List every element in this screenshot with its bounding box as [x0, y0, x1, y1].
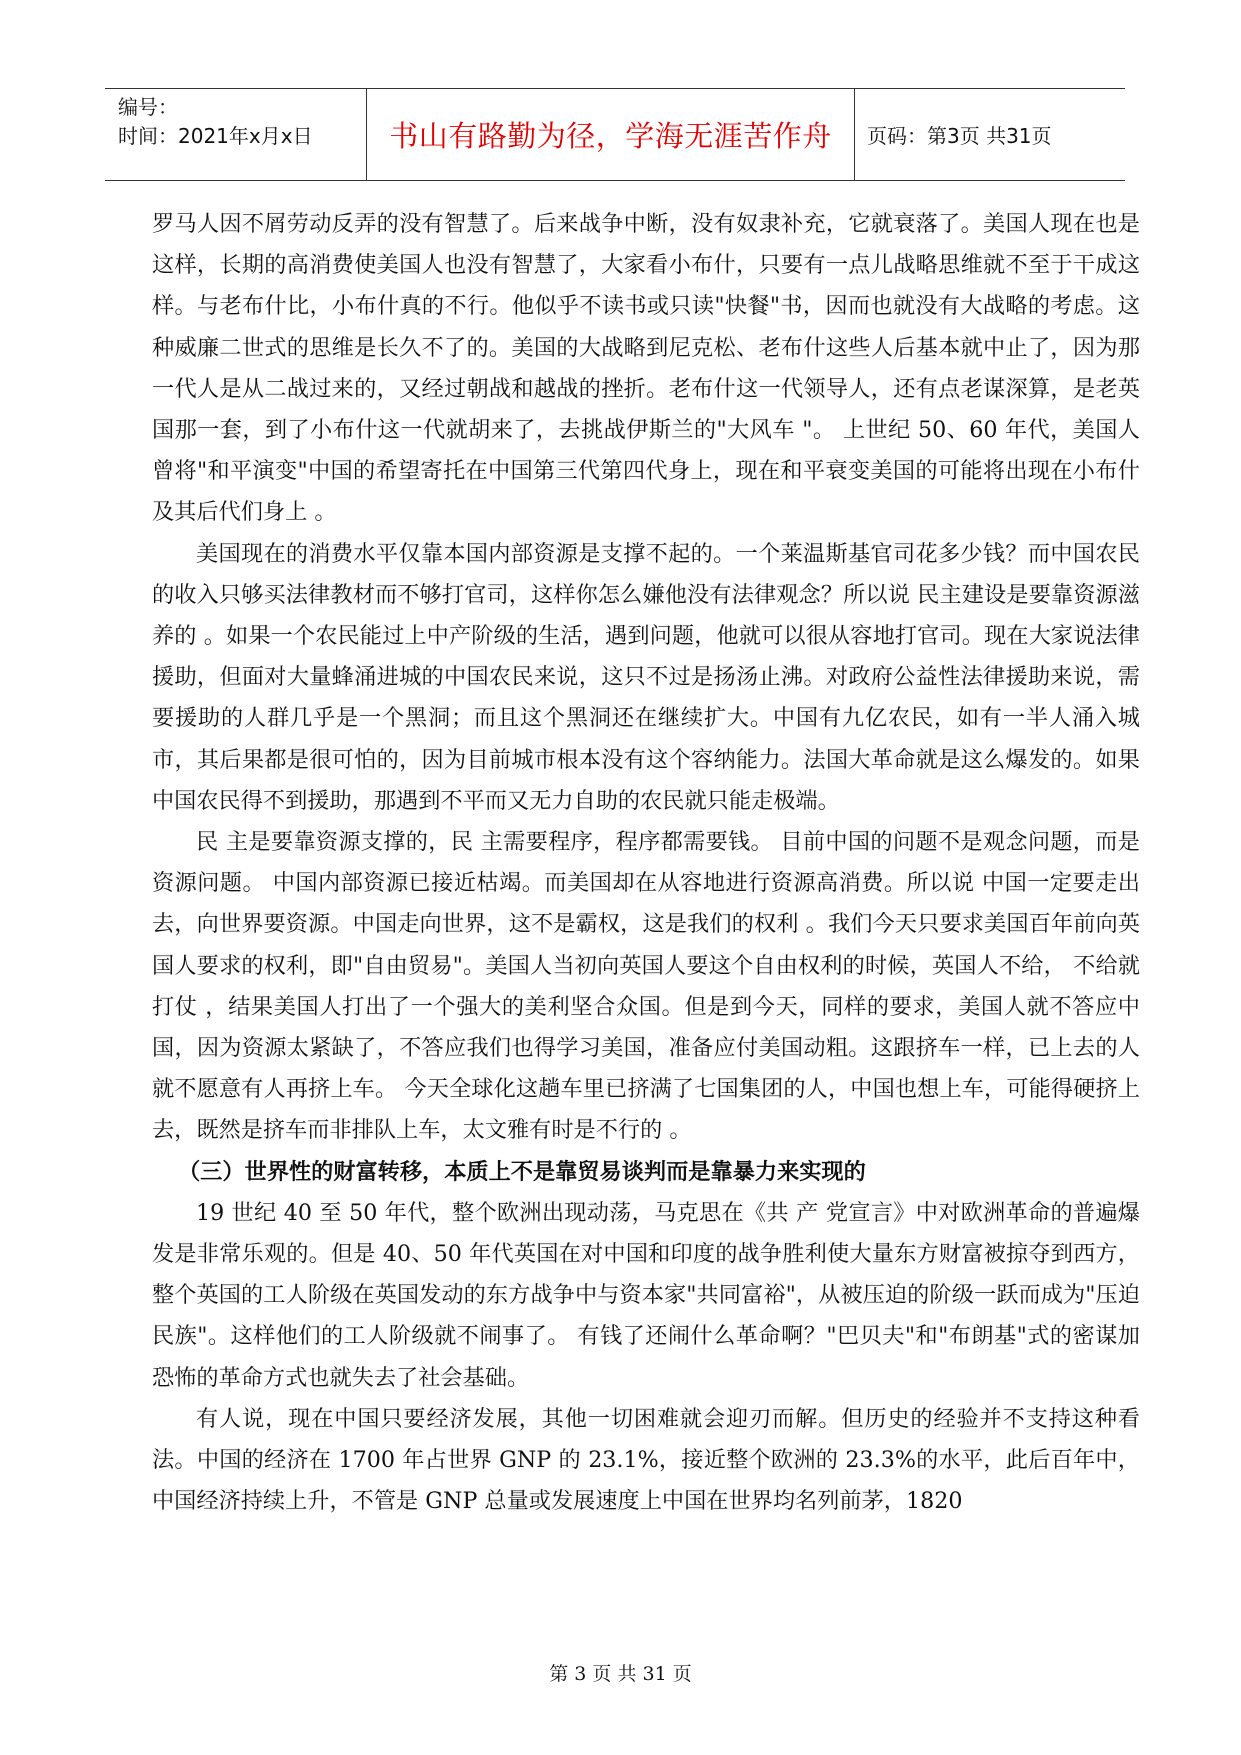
header-motto: 书山有路勤为径，学海无涯苦作舟 — [367, 89, 855, 180]
page-footer: 第 3 页 共 31 页 — [549, 1663, 692, 1685]
document-body — [152, 204, 1140, 1523]
paragraph: 19 世纪 40 至 50 年代，整个欧洲出现动荡，马克思在《共 产 党宣言》中对欧洲革命的普遍爆发是非常乐观的。但是 40、50 年代英国在对中国和印度的战争胜利使大量东方财富被掠夺到西方，整个英国的工人阶级在英国发动的东方战争中与资本家"共同富裕"，从被压迫的阶级一跃而成为"压迫民族"。这样他们的工人阶级就不闹事了。 有钱了还闹什么革命啊？"巴贝夫"和"布朗基"式的密谋加恐怖的革命方式也就失去了社会基础。 — [152, 1199, 1140, 1391]
paragraph: 罗马人因不屑劳动反弄的没有智慧了。后来战争中断，没有奴隶补充，它就衰落了。美国人现在也是这样，长期的高消费使美国人也没有智慧了，大家看小布什，只要有一点儿战略思维就不至于干成这样。与老布什比，小布什真的不行。他似乎不读书或只读"快餐"书，因而也就没有大战略的考虑。这种威廉二世式的思维是长久不了的。美国的大战略到尼克松、老布什这些人后基本就中止了，因为那一代人是从二战过来的，又经过朝战和越战的挫折。老布什这一代领导人，还有点老谋深算，是老英国那一套，到了小布什这一代就胡来了，去挑战伊斯兰的"大风车 "。 上世纪 50、60 年代，美国人曾将"和平演变"中国的希望寄托在中国第三代第四代身上，现在和平衰变美国的可能将出现在小布什及其后代们身上 。 — [152, 211, 1140, 526]
paragraph: 民 主是要靠资源支撑的，民 主需要程序，程序都需要钱。 目前中国的问题不是观念问题，而是资源问题。 中国内部资源已接近枯竭。而美国却在从容地进行资源高消费。所以说 中国一定要走出去，向世界要资源。中国走向世界，这不是霸权，这是我们的权利 。我们今天只要求美国百年前向英国人要求的权利，即"自由贸易"。美国人当初向英国人要这个自由权利的时候，英国人不给， 不给就打仗 ，结果美国人打出了一个强大的美利坚合众国。但是到今天，同样的要求，美国人就不答应中国，因为资源太紧缺了，不答应我们也得学习美国，准备应付美国动粗。这跟挤车一样，已上去的人就不愿意有人再挤上车。 今天全球化这趟车里已挤满了七国集团的人，中国也想上车，可能得硬挤上去，既然是挤车而非排队上车，太文雅有时是不行的 。 — [152, 829, 1140, 1144]
page-header — [105, 88, 1125, 181]
header-meta — [105, 89, 367, 180]
number-label: 编号： — [118, 95, 178, 119]
header-page-info: 页码：第3页 共31页 — [867, 124, 1052, 148]
section-heading: （三）世界性的财富转移，本质上不是靠贸易谈判而是靠暴力来实现的 — [178, 1158, 866, 1185]
paragraph: 有人说，现在中国只要经济发展，其他一切困难就会迎刃而解。但历史的经验并不支持这种看法。中国的经济在 1700 年占世界 GNP 的 23.1%，接近整个欧洲的 23.3%的水平，此后百年中，中国经济持续上升，不管是 GNP 总量或发展速度上中国在世界均名列前茅，1820 — [152, 1405, 1140, 1515]
time-label: 时间：2021年x月x日 — [118, 124, 313, 148]
paragraph: 美国现在的消费水平仅靠本国内部资源是支撑不起的。一个莱温斯基官司花多少钱？而中国农民的收入只够买法律教材而不够打官司，这样你怎么嫌他没有法律观念？所以说 民主建设是要靠资源滋养的 。如果一个农民能过上中产阶级的生活，遇到问题，他就可以很从容地打官司。现在大家说法律援助，但面对大量蜂涌进城的中国农民来说，这只不过是扬汤止沸。对政府公益性法律援助来说，需要援助的人群几乎是一个黑洞；而且这个黑洞还在继续扩大。中国有九亿农民，如有一半人涌入城市，其后果都是很可怕的，因为目前城市根本没有这个容纳能力。法国大革命就是这么爆发的。如果中国农民得不到援助，那遇到不平而又无力自助的农民就只能走极端。 — [152, 540, 1140, 814]
